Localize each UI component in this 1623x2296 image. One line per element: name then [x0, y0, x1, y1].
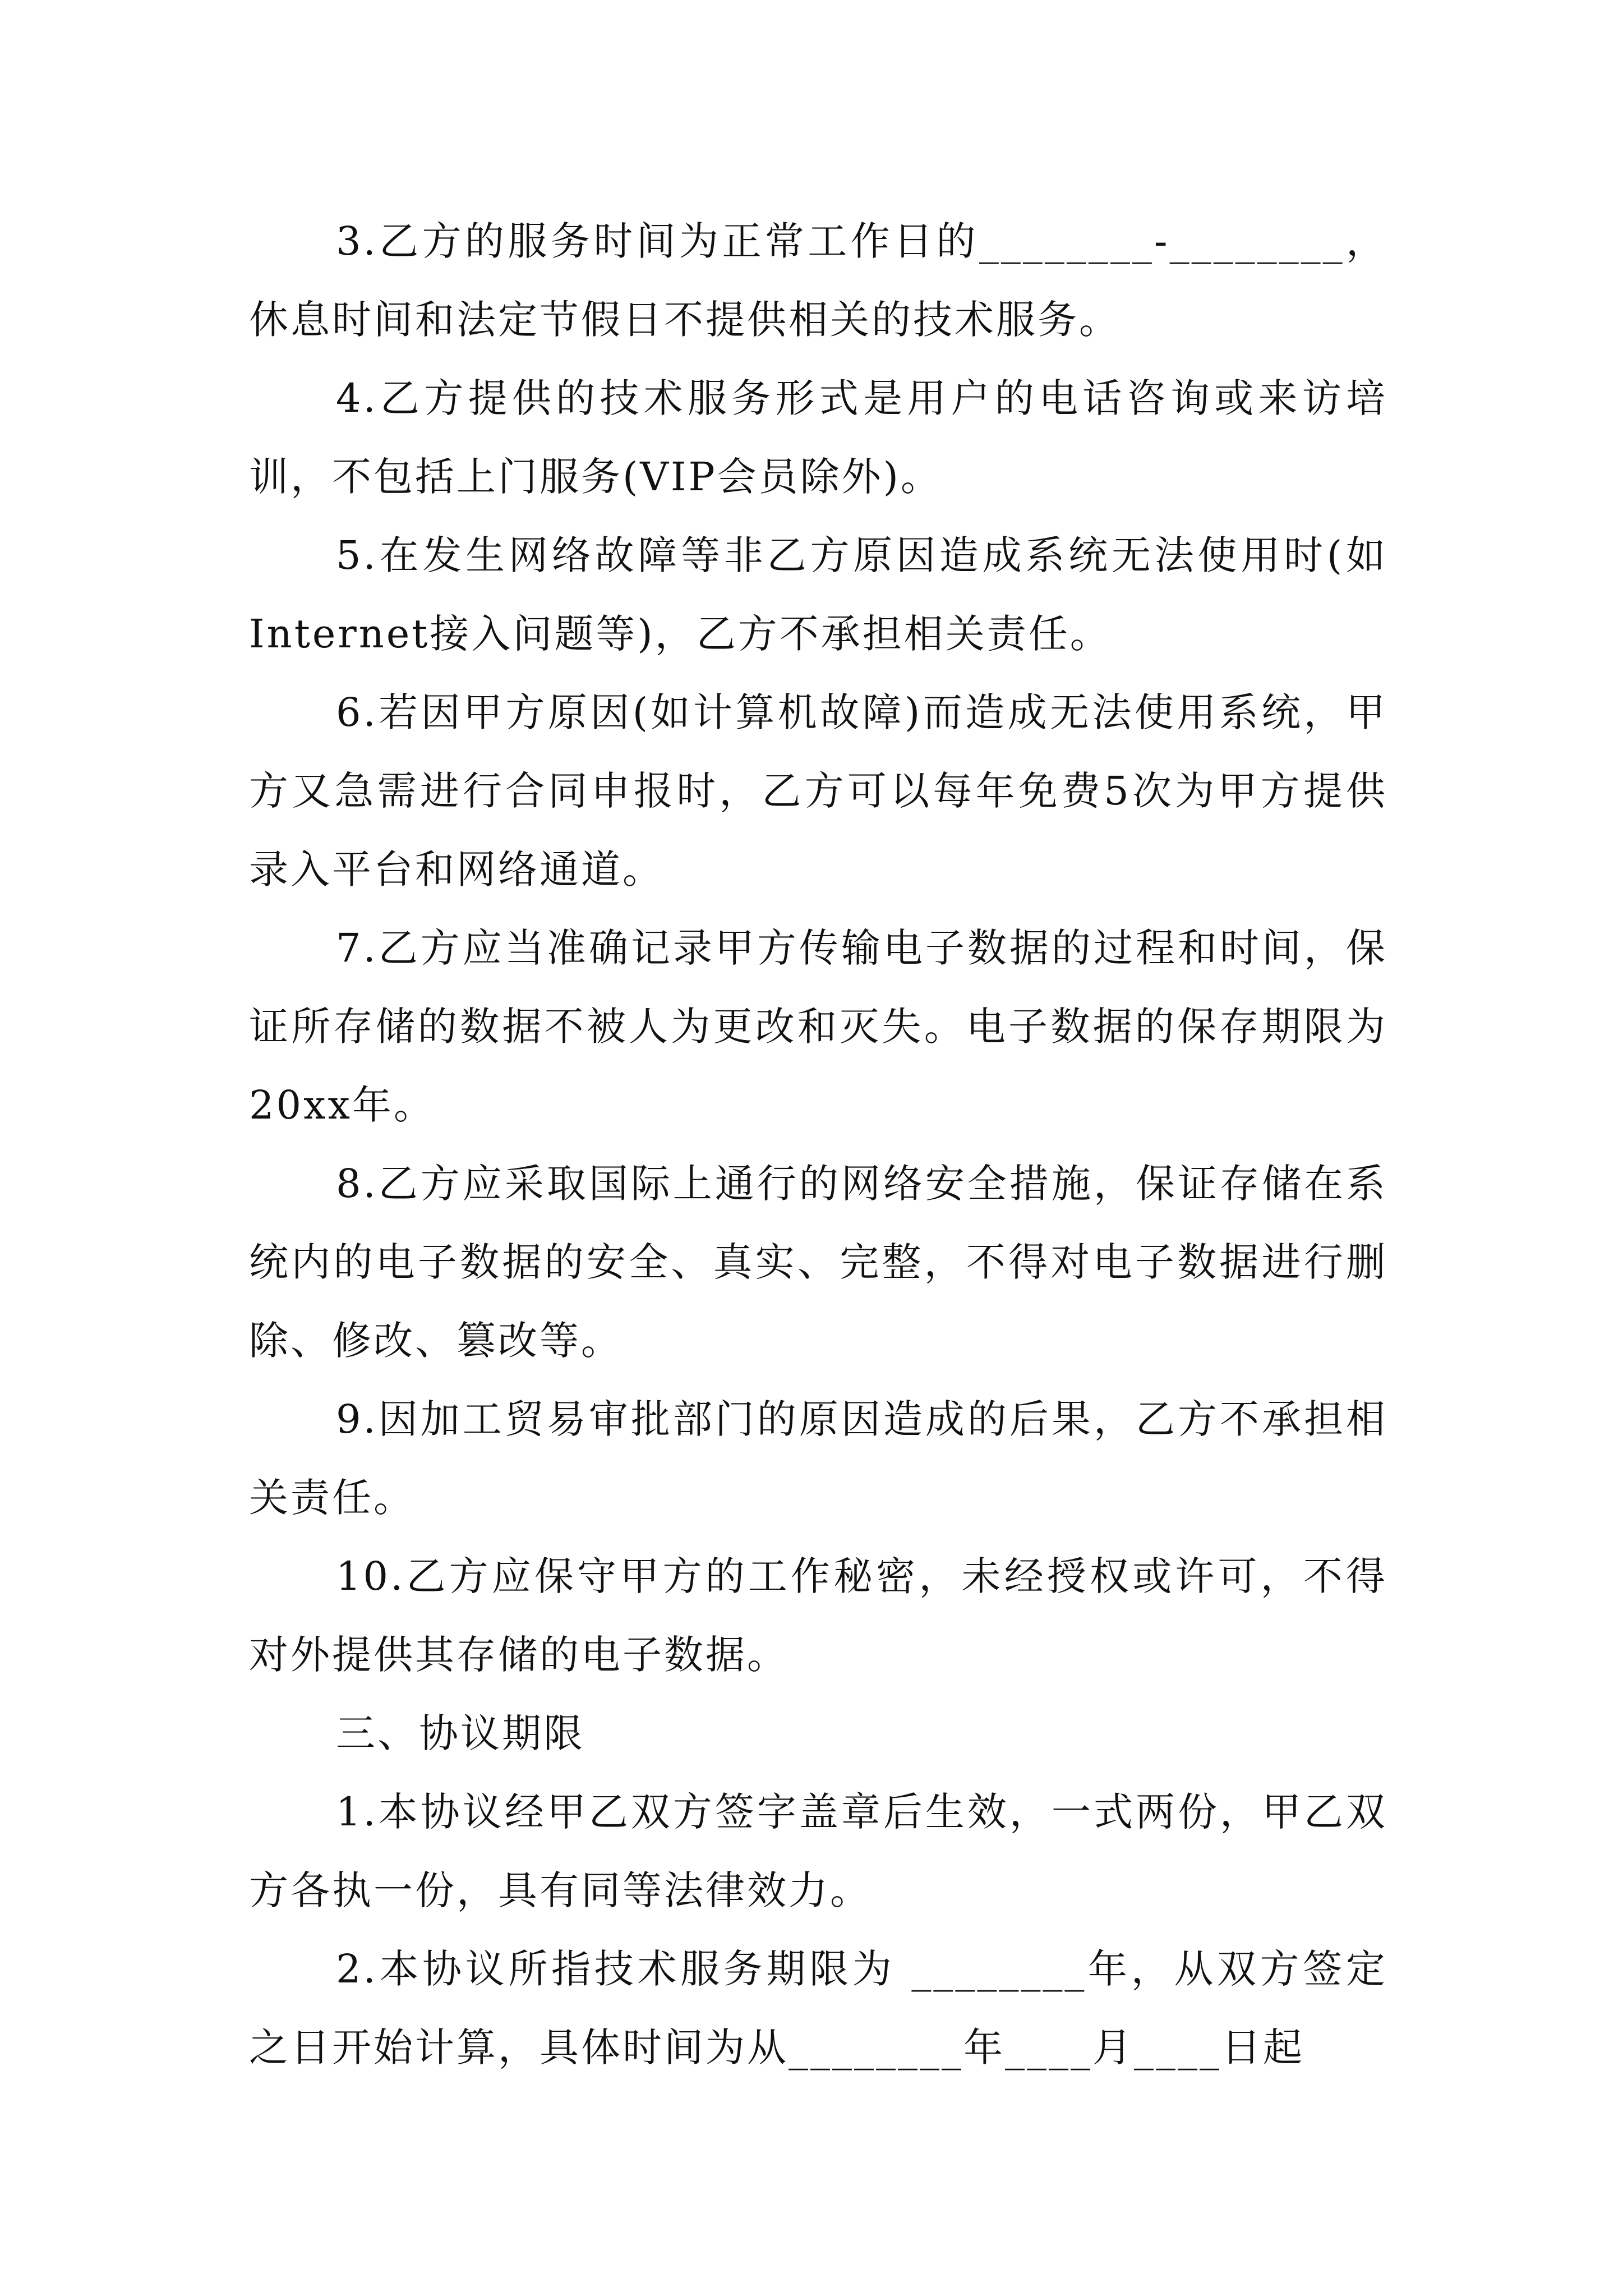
- paragraph-clause-3: 3.乙方的服务时间为正常工作日的________-________，休息时间和法定节假日不提供相关的技术服务。: [249, 218, 1387, 343]
- paragraph-clause-7: 7.乙方应当准确记录甲方传输电子数据的过程和时间，保证所存储的数据不被人为更改和灭失。电子数据的保存期限为20xx年。: [249, 925, 1387, 1128]
- paragraph-clause-6: 6.若因甲方原因(如计算机故障)而造成无法使用系统，甲方又急需进行合同申报时，乙方可以每年免费5次为甲方提供录入平台和网络通道。: [249, 689, 1387, 892]
- paragraph-clause-4: 4.乙方提供的技术服务形式是用户的电话咨询或来访培训，不包括上门服务(VIP会员除外)。: [249, 375, 1387, 500]
- paragraph-term-1: 1.本协议经甲乙双方签字盖章后生效，一式两份，甲乙双方各执一份，具有同等法律效力。: [249, 1789, 1387, 1913]
- paragraph-clause-8: 8.乙方应采取国际上通行的网络安全措施，保证存储在系统内的电子数据的安全、真实、完整，不得对电子数据进行删除、修改、篡改等。: [249, 1161, 1387, 1364]
- paragraph-clause-10: 10.乙方应保守甲方的工作秘密，未经授权或许可，不得对外提供其存储的电子数据。: [249, 1553, 1387, 1678]
- paragraph-term-2: 2.本协议所指技术服务期限为 ________年，从双方签定之日开始计算，具体时间为从________年____月____日起: [249, 1946, 1387, 2070]
- paragraph-clause-9: 9.因加工贸易审批部门的原因造成的后果，乙方不承担相关责任。: [249, 1396, 1387, 1521]
- paragraph-clause-5: 5.在发生网络故障等非乙方原因造成系统无法使用时(如Internet接入问题等)，乙方不承担相关责任。: [249, 532, 1387, 657]
- document-body: [249, 202, 1387, 2087]
- section-heading-agreement-term: 三、协议期限: [336, 1710, 585, 1756]
